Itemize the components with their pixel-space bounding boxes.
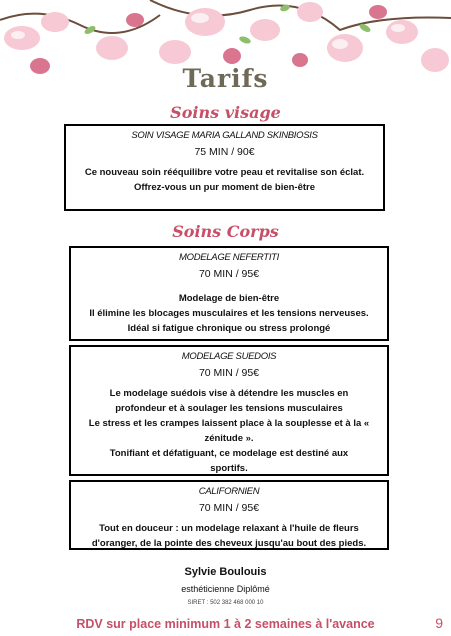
service-name: SOIN VISAGE MARIA GALLAND SKINBIOSIS	[131, 130, 318, 141]
section-heading-corps: Soins Corps	[172, 222, 279, 241]
booking-notice: RDV sur place minimum 1 à 2 semaines à l'avance	[76, 617, 375, 631]
page-number: 9	[435, 615, 443, 631]
signature-role: esthéticienne Diplômé	[181, 584, 270, 594]
service-description: Le modelage suédois vise à détendre les muscles en profondeur et à soulager les tensions musculaires Le stress et les crampes laissent place à la souplesse et à la « zénitude ». Tonifiant et défatiguant, ce modelage est destiné aux sportifs.	[88, 388, 370, 474]
service-price: 70 MIN / 95€	[198, 502, 260, 514]
service-name: CALIFORNIEN	[198, 486, 260, 497]
service-description: Tout en douceur : un modelage relaxant à l'huile de fleurs d'oranger, de la pointe des cheveux jusqu'au bout des pieds.	[91, 523, 367, 549]
service-price: 70 MIN / 95€	[198, 367, 260, 379]
service-card-skinbiosis	[64, 124, 385, 211]
service-price: 70 MIN / 95€	[198, 268, 260, 280]
signature-name: Sylvie Boulouis	[184, 566, 267, 578]
signature-siret: SIRET : 502 382 468 000 10	[187, 600, 264, 606]
service-card-suedois	[69, 345, 389, 476]
service-price: 75 MIN / 90€	[194, 146, 255, 158]
service-description: Ce nouveau soin rééquilibre votre peau et revitalise son éclat. Offrez-vous un pur moment de bien-être	[84, 167, 365, 193]
service-name: MODELAGE SUEDOIS	[181, 351, 277, 362]
service-card-nefertiti	[69, 246, 389, 341]
service-name: MODELAGE NEFERTITI	[179, 252, 279, 263]
section-heading-visage: Soins visage	[170, 103, 281, 122]
service-description: Modelage de bien-être Il élimine les blocages musculaires et les tensions nerveuses. Idéal si fatigue chronique ou stress prolongé	[89, 293, 369, 334]
page-title: Tarifs	[182, 64, 269, 93]
service-card-californien	[69, 480, 389, 550]
